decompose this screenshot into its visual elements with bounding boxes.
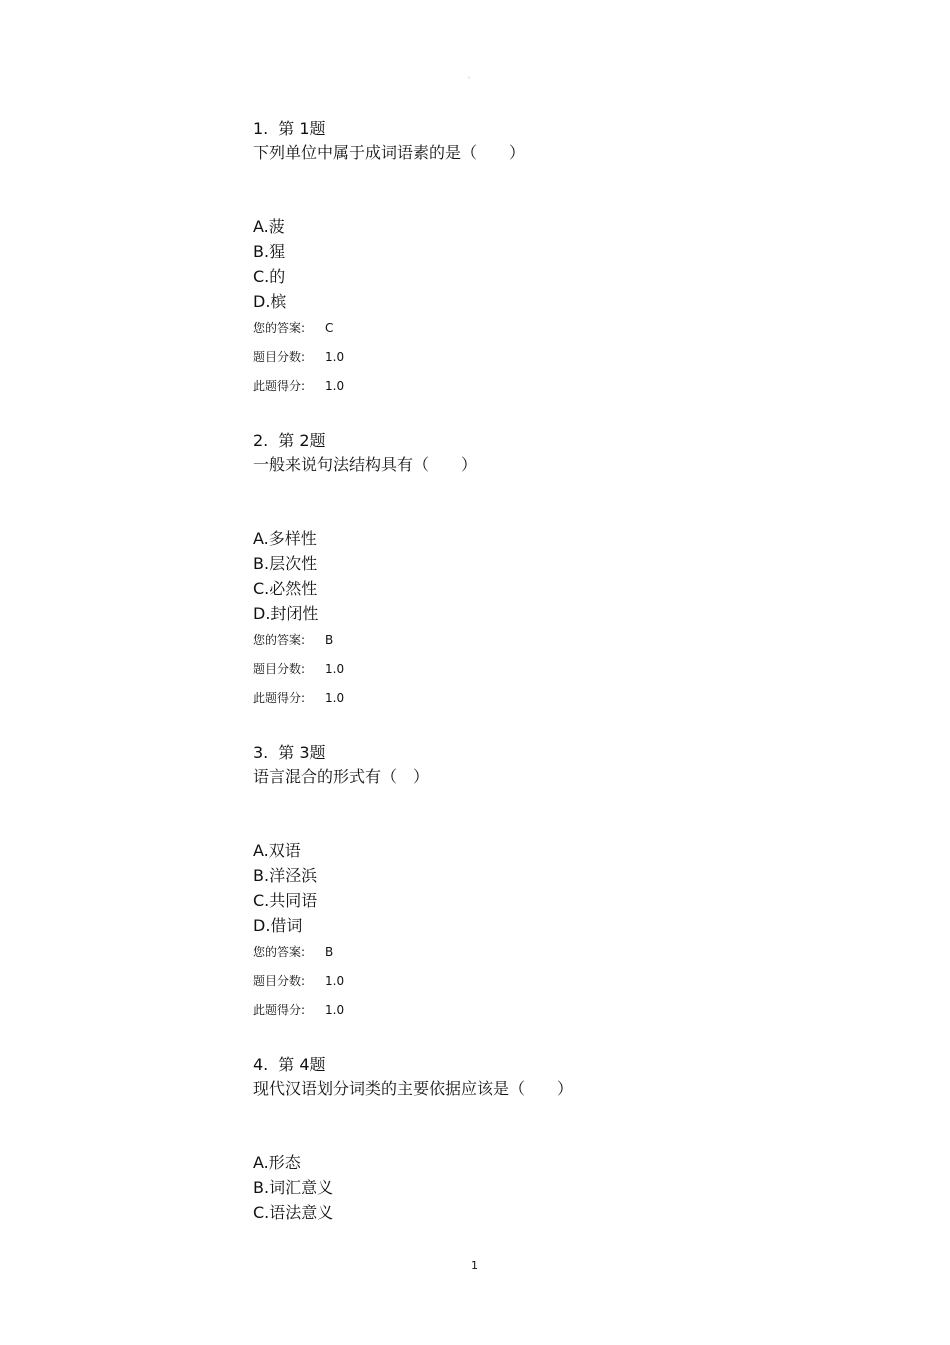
earned-label: 此题得分: <box>253 1003 306 1017</box>
question-prompt: 语言混合的形式有（ ） <box>253 767 430 786</box>
question-title <box>253 430 813 454</box>
question-title <box>253 742 813 766</box>
answer-label: 您的答案: <box>253 945 306 959</box>
question-heading: 第 1题 <box>278 119 326 138</box>
option-d: D.借词 <box>253 916 303 935</box>
earned-row <box>253 378 813 407</box>
answer-label: 您的答案: <box>253 321 306 335</box>
earned-value: 1.0 <box>325 691 345 705</box>
result-block <box>253 944 813 1031</box>
option-a: A.形态 <box>253 1153 301 1172</box>
question-number: 2. <box>253 431 269 450</box>
earned-row <box>253 1002 813 1031</box>
option-list <box>253 216 813 316</box>
question-heading: 第 4题 <box>278 1055 326 1074</box>
option-c: C.必然性 <box>253 579 318 598</box>
score-row <box>253 973 813 1002</box>
option-d: D.封闭性 <box>253 604 319 623</box>
score-value: 1.0 <box>325 350 345 364</box>
question-heading: 第 3题 <box>278 743 326 762</box>
option-list <box>253 1152 813 1227</box>
question-2 <box>253 430 813 719</box>
score-label: 题目分数: <box>253 662 306 676</box>
option-c: C.的 <box>253 267 286 286</box>
option-a: A.菠 <box>253 217 285 236</box>
option-list <box>253 528 813 628</box>
question-title <box>253 118 813 142</box>
earned-value: 1.0 <box>325 379 345 393</box>
earned-label: 此题得分: <box>253 379 306 393</box>
result-block <box>253 632 813 719</box>
answer-value: C <box>325 321 334 335</box>
score-label: 题目分数: <box>253 974 306 988</box>
option-c: C.语法意义 <box>253 1203 334 1222</box>
answer-value: B <box>325 633 334 647</box>
answer-row <box>253 944 813 973</box>
question-title <box>253 1054 813 1078</box>
option-c: C.共同语 <box>253 891 318 910</box>
answer-value: B <box>325 945 334 959</box>
header-mark: 。 <box>468 73 475 80</box>
question-prompt: 一般来说句法结构具有（ ） <box>253 455 478 474</box>
answer-row <box>253 320 813 349</box>
question-number: 3. <box>253 743 269 762</box>
question-3 <box>253 742 813 1031</box>
question-4 <box>253 1054 813 1227</box>
question-heading: 第 2题 <box>278 431 326 450</box>
option-b: B.词汇意义 <box>253 1178 334 1197</box>
earned-row <box>253 690 813 719</box>
answer-label: 您的答案: <box>253 633 306 647</box>
question-number: 1. <box>253 119 269 138</box>
result-block <box>253 320 813 407</box>
page-number: 1 <box>471 1259 478 1272</box>
earned-value: 1.0 <box>325 1003 345 1017</box>
score-value: 1.0 <box>325 662 345 676</box>
score-value: 1.0 <box>325 974 345 988</box>
question-1 <box>253 118 813 407</box>
answer-row <box>253 632 813 661</box>
question-prompt: 现代汉语划分词类的主要依据应该是（ ） <box>253 1079 574 1098</box>
question-prompt: 下列单位中属于成词语素的是（ ） <box>253 143 526 162</box>
score-label: 题目分数: <box>253 350 306 364</box>
earned-label: 此题得分: <box>253 691 306 705</box>
option-b: B.层次性 <box>253 554 318 573</box>
score-row <box>253 661 813 690</box>
score-row <box>253 349 813 378</box>
option-b: B.猩 <box>253 242 286 261</box>
option-list <box>253 840 813 940</box>
option-a: A.多样性 <box>253 529 317 548</box>
question-number: 4. <box>253 1055 269 1074</box>
option-b: B.洋泾浜 <box>253 866 318 885</box>
option-a: A.双语 <box>253 841 301 860</box>
option-d: D.槟 <box>253 292 287 311</box>
